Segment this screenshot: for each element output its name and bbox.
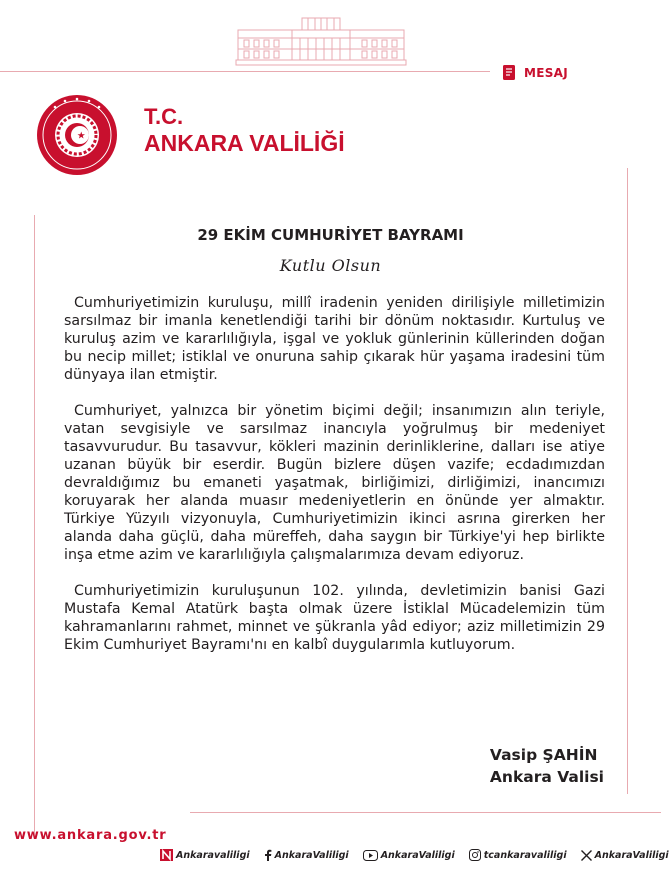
government-building-icon [236,16,406,66]
signature-name: Vasip ŞAHİN [489,746,598,764]
body-paragraph-3: Cumhuriyetimizin kuruluşunun 102. yılında, devletimizin banisi Gazi Mustafa Kemal Atatürk başta olmak üzere İstiklal Mücadelemizin tüm kahramanlarını rahmet, minnet ve şükranla yâd ediyor; aziz milletimizin 29 Ekim Cumhuriyet Bayramı'nı en kalbî duygularımla kutluyorum. [64,583,605,653]
social-nsosyal[interactable] [160,849,250,861]
nsosyal-icon [160,849,173,861]
social-media-bar [160,849,669,861]
org-line-2: ANKARA VALİLİĞİ [144,130,345,156]
frame-line-left [34,215,35,839]
document-icon [501,64,518,81]
presidential-seal-logo [36,94,118,176]
body-paragraph-1: Cumhuriyetimizin kuruluşu, millî iradenin yeniden dirilişiyle milletimizin sarsılmaz bir imanla kenetlendiği tarihi bir dönüm noktasıdır. Kurtuluş ve kuruluş azim ve kararlılığıyla, işgal ve yokluk günlerinin küllerinden doğan bu necip millet; istiklal ve onuruna sahip çıkarak hür yaşama iradesini tüm dünyaya ilan etmiştir. [64,295,605,383]
message-body [64,294,605,672]
social-handle: tcankaravaliligi [483,849,567,861]
mesaj-label: MESAJ [524,65,569,80]
social-facebook[interactable] [264,849,349,861]
signature-block [490,744,604,788]
social-handle: Ankaravaliligi [176,849,250,861]
body-paragraph-2: Cumhuriyet, yalnızca bir yönetim biçimi değil; insanımızın alın teriyle, vatan sevgisiyle ve sarsılmaz inancıyla yoğrulmuş bir medeniyet tasavvurudur. Bu tasavvur, kökleri mazinin derinliklerine, dalları ise atiye uzanan büyük bir eserdir. Bugün bizlere düşen vazife; ecdadımızdan devraldığımız bu emaneti yaşatmak, birliğimizi, dirliğimizi, inancımızı koruyarak her alanda muasır medeniyetlerin en önünde yer almaktır. Türkiye Yüzyılı vizyonuyla, Cumhuriyetimizin ikinci asrına girerken her alanda daha güçlü, daha müreffeh, daha saygın bir Türkiye'yi hep birlikte inşa etme azim ve kararlılığıyla çalışmalarımıza devam ediyoruz. [64,403,605,563]
frame-line-top [0,71,490,72]
x-icon [581,850,592,861]
organization-name [144,104,345,156]
script-greeting: Kutlu Olsun [279,256,382,275]
social-youtube[interactable] [363,850,455,861]
social-handle: AnkaraValiligi [594,849,669,861]
social-instagram[interactable] [469,849,567,861]
website-link[interactable]: www.ankara.gov.tr [14,828,167,843]
instagram-icon [469,849,481,861]
social-handle: AnkaraValiligi [274,849,349,861]
youtube-icon [363,850,378,861]
facebook-icon [264,849,272,861]
social-handle: AnkaraValiligi [380,849,455,861]
frame-line-bottom [190,812,661,813]
social-x[interactable] [581,850,669,861]
message-title: 29 EKİM CUMHURİYET BAYRAMI [197,226,464,244]
org-line-1: T.C. [144,104,184,129]
signature-title: Ankara Valisi [489,768,604,786]
message-type-badge [501,64,568,81]
